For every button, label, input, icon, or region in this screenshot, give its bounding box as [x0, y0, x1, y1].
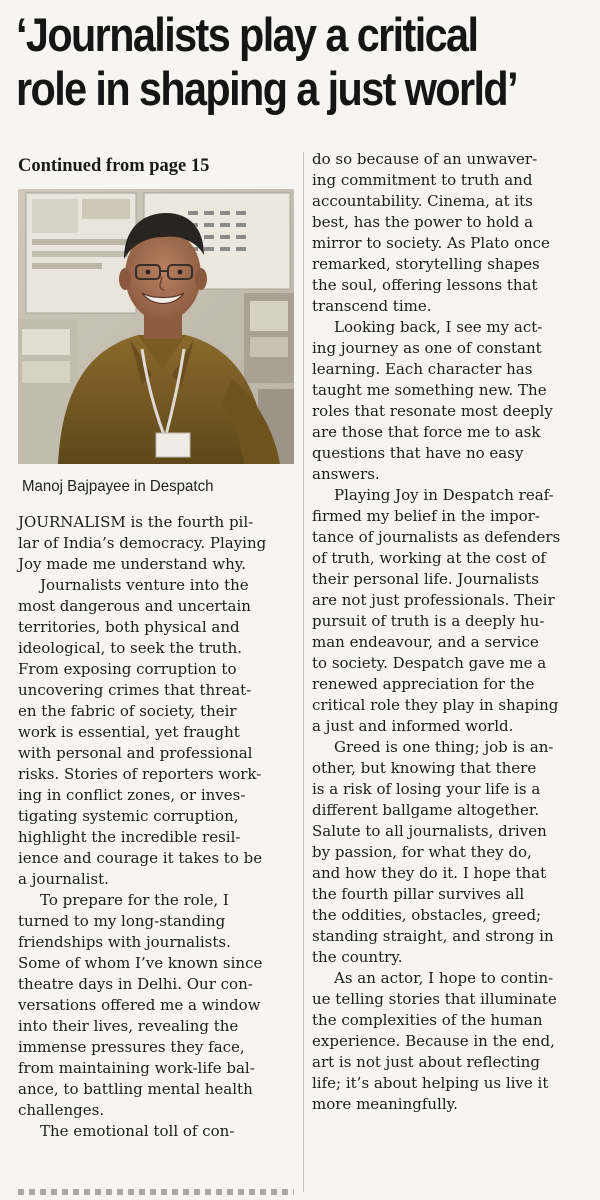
- article-line: Joy made me understand why.: [18, 555, 246, 573]
- article-line: ance, to battling mental health: [18, 1080, 253, 1098]
- article-line: risks. Stories of reporters work-: [18, 765, 262, 783]
- article-line: ue telling stories that illuminate: [312, 990, 557, 1008]
- article-line: into their lives, revealing the: [18, 1017, 239, 1035]
- article-line: critical role they play in shaping: [312, 696, 559, 714]
- article-line: other, but knowing that there: [312, 759, 537, 777]
- article-line: challenges.: [18, 1101, 105, 1119]
- article-line: Journalists venture into the: [40, 576, 249, 594]
- article-line: immense pressures they face,: [18, 1038, 245, 1056]
- photo-caption: Manoj Bajpayee in Despatch: [22, 478, 214, 495]
- article-line: tigating systemic corruption,: [18, 807, 239, 825]
- article-line: en the fabric of society, their: [18, 702, 237, 720]
- article-line: best, has the power to hold a: [312, 213, 534, 231]
- column-divider: [303, 152, 304, 1192]
- article-line: the country.: [312, 948, 403, 966]
- article-line: ing commitment to truth and: [312, 171, 533, 189]
- article-line: the complexities of the human: [312, 1011, 543, 1029]
- article-line: versations offered me a window: [18, 996, 261, 1014]
- article-line: Salute to all journalists, driven: [312, 822, 547, 840]
- article-line: JOURNALISM is the fourth pil-: [18, 513, 254, 531]
- continued-from-label: Continued from page 15: [18, 156, 210, 176]
- article-line: ing in conflict zones, or inves-: [18, 786, 246, 804]
- article-line: experience. Because in the end,: [312, 1032, 555, 1050]
- headline: [16, 8, 518, 116]
- article-line: man endeavour, and a service: [312, 633, 539, 651]
- article-line: learning. Each character has: [312, 360, 533, 378]
- article-line: renewed appreciation for the: [312, 675, 535, 693]
- article-line: by passion, for what they do,: [312, 843, 532, 861]
- article-line: are not just professionals. Their: [312, 591, 555, 609]
- article-line: different ballgame altogether.: [312, 801, 540, 819]
- headline-line-2: role in shaping a just world’: [16, 62, 517, 115]
- article-line: mirror to society. As Plato once: [312, 234, 550, 252]
- article-line: standing straight, and strong in: [312, 927, 554, 945]
- article-line: remarked, storytelling shapes: [312, 255, 540, 273]
- article-line: transcend time.: [312, 297, 432, 315]
- article-line: art is not just about reflecting: [312, 1053, 540, 1071]
- article-line: most dangerous and uncertain: [18, 597, 251, 615]
- article-line: the soul, offering lessons that: [312, 276, 538, 294]
- article-line: pursuit of truth is a deeply hu-: [312, 612, 545, 630]
- article-line: Some of whom I’ve known since: [18, 954, 263, 972]
- article-line: is a risk of losing your life is a: [312, 780, 541, 798]
- article-line: firmed my belief in the impor-: [312, 507, 540, 525]
- photo-illustration: [18, 189, 294, 464]
- article-line: From exposing corruption to: [18, 660, 237, 678]
- article-line: ience and courage it takes to be: [18, 849, 263, 867]
- article-line: more meaningfully.: [312, 1095, 458, 1113]
- article-line: are those that force me to ask: [312, 423, 541, 441]
- article-line: the fourth pillar survives all: [312, 885, 525, 903]
- article-line: turned to my long-standing: [18, 912, 226, 930]
- article-line: Playing Joy in Despatch reaf-: [334, 486, 554, 504]
- article-line: and how they do it. I hope that: [312, 864, 547, 882]
- article-line: taught me something new. The: [312, 381, 547, 399]
- article-line: Greed is one thing; job is an-: [334, 738, 554, 756]
- article-column-right: [312, 149, 588, 1115]
- article-line: questions that have no easy: [312, 444, 524, 462]
- article-line: roles that resonate most deeply: [312, 402, 553, 420]
- article-line: do so because of an unwaver-: [312, 150, 538, 168]
- article-line: the oddities, obstacles, greed;: [312, 906, 542, 924]
- article-line: answers.: [312, 465, 380, 483]
- article-line: uncovering crimes that threat-: [18, 681, 252, 699]
- article-line: Looking back, I see my act-: [334, 318, 543, 336]
- article-line: To prepare for the role, I: [40, 891, 229, 909]
- article-line: with personal and professional: [18, 744, 253, 762]
- article-line: The emotional toll of con-: [40, 1122, 235, 1140]
- article-line: lar of India’s democracy. Playing: [18, 534, 267, 552]
- article-line: ing journey as one of constant: [312, 339, 542, 357]
- article-line: territories, both physical and: [18, 618, 240, 636]
- article-line: theatre days in Delhi. Our con-: [18, 975, 253, 993]
- article-line: of truth, working at the cost of: [312, 549, 546, 567]
- article-line: a just and informed world.: [312, 717, 514, 735]
- article-photo: [18, 189, 294, 464]
- headline-line-1: ‘Journalists play a critical: [16, 8, 478, 61]
- article-line: tance of journalists as defenders: [312, 528, 561, 546]
- article-line: to society. Despatch gave me a: [312, 654, 547, 672]
- article-line: from maintaining work-life bal-: [18, 1059, 255, 1077]
- article-line: accountability. Cinema, at its: [312, 192, 533, 210]
- article-line: As an actor, I hope to contin-: [334, 969, 554, 987]
- article-line: friendships with journalists.: [18, 933, 231, 951]
- clipping-cutoff-edge: [18, 1189, 294, 1195]
- article-line: highlight the incredible resil-: [18, 828, 241, 846]
- article-line: ideological, to seek the truth.: [18, 639, 242, 657]
- article-column-left: [18, 512, 294, 1142]
- article-line: work is essential, yet fraught: [18, 723, 240, 741]
- article-line: their personal life. Journalists: [312, 570, 539, 588]
- article-line: life; it’s about helping us live it: [312, 1074, 549, 1092]
- article-line: a journalist.: [18, 870, 109, 888]
